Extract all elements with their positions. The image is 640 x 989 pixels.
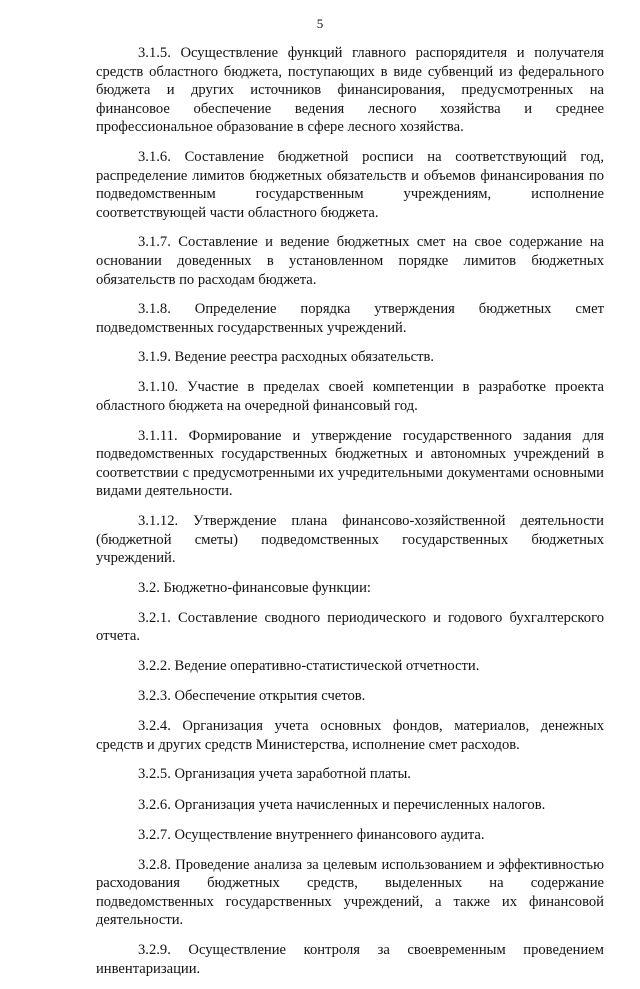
paragraph-3-1-5: 3.1.5. Осуществление функций главного распорядителя и получателя средств областного бюджета, поступающих в виде субвенций из федерального бюджета и других источников финансирования, предусмотренных на финансовое обеспечение ведения лесного хозяйства и среднее профессиональное образование в сфере лесного хозяйства. <box>96 45 604 136</box>
section-heading-3-2: 3.2. Бюджетно-финансовые функции: <box>138 579 371 596</box>
paragraph-3-1-7: 3.1.7. Составление и ведение бюджетных смет на свое содержание на основании доведенных в установленном порядке лимитов бюджетных обязательств по расходам бюджета. <box>96 234 604 288</box>
page-number: 5 <box>316 16 324 31</box>
paragraph-3-1-9: 3.1.9. Ведение реестра расходных обязательств. <box>138 349 435 366</box>
paragraph-3-2-2: 3.2.2. Ведение оперативно-статистической отчетности. <box>138 658 480 675</box>
paragraph-3-1-12: 3.1.12. Утверждение плана финансово-хозяйственной деятельности (бюджетной сметы) подведомственных государственных бюджетных учреждений. <box>96 512 604 567</box>
paragraph-3-1-10: 3.1.10. Участие в пределах своей компетенции в разработке проекта областного бюджета на очередной финансовый год. <box>96 379 604 414</box>
paragraph-3-1-11: 3.1.11. Формирование и утверждение государственного задания для подведомственных государственных бюджетных и автономных учреждений в соответствии с предусмотренными их учредительными документами основными видами деятельности. <box>96 427 604 500</box>
paragraph-3-2-4: 3.2.4. Организация учета основных фондов, материалов, денежных средств и других средств Министерства, исполнение смет расходов. <box>96 718 604 753</box>
paragraph-3-2-5: 3.2.5. Организация учета заработной платы. <box>138 766 411 783</box>
paragraph-3-1-8: 3.1.8. Определение порядка утверждения бюджетных смет подведомственных государственных учреждений. <box>96 301 604 336</box>
paragraph-3-2-8: 3.2.8. Проведение анализа за целевым использованием и эффективностью расходования бюджетных средств, выделенных на содержание подведомственных государственных учреждений, а также их финансовой деятельности. <box>96 856 604 929</box>
paragraph-3-2-6: 3.2.6. Организация учета начисленных и перечисленных налогов. <box>138 796 546 813</box>
paragraph-3-1-6: 3.1.6. Составление бюджетной росписи на соответствующий год, распределение лимитов бюджетных обязательств и объемов финансирования по подведомственным государственным учреждениям, исполнение соответствующей части областного бюджета. <box>96 148 604 221</box>
paragraph-3-2-1: 3.2.1. Составление сводного периодического и годового бухгалтерского отчета. <box>96 609 604 645</box>
paragraph-3-2-9: 3.2.9. Осуществление контроля за своевременным проведением инвентаризации. <box>96 942 604 977</box>
document-body <box>96 44 604 989</box>
paragraph-3-2-7: 3.2.7. Осуществление внутреннего финансового аудита. <box>138 826 485 843</box>
paragraph-3-2-3: 3.2.3. Обеспечение открытия счетов. <box>138 688 366 705</box>
